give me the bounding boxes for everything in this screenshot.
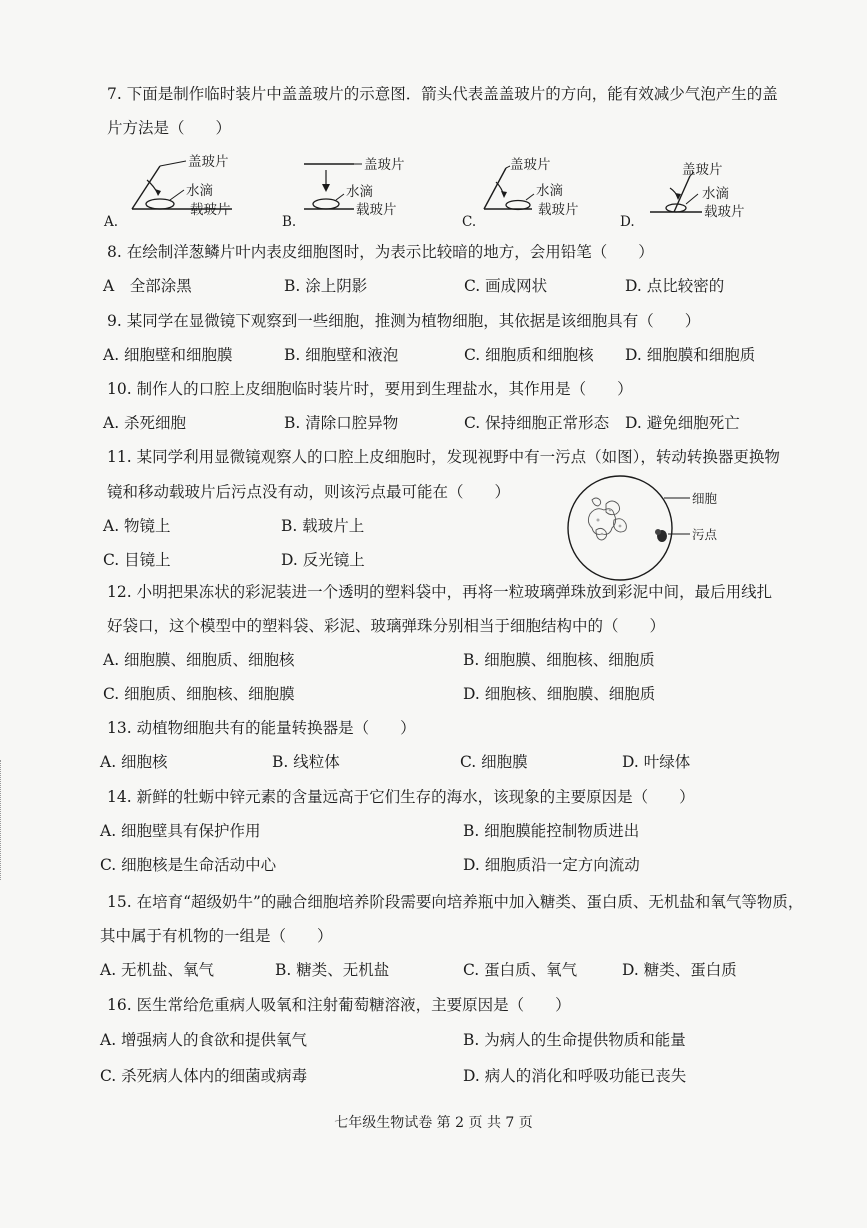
q10-option-a: A. 杀死细胞 [103, 414, 187, 432]
svg-text:C.: C. [462, 214, 477, 230]
q14-option-c: C. 细胞核是生命活动中心 [100, 856, 277, 874]
question-16-stem: 16. 医生常给危重病人吸氧和注射葡萄糖溶液，主要原因是（ ） [107, 996, 571, 1014]
spot-label: 污点 [692, 527, 718, 542]
question-11-stem-line-2: 镜和移动载玻片后污点没有动，则该污点最可能在（ ） [107, 483, 511, 501]
q15-option-b: B. 糖类、无机盐 [275, 961, 390, 979]
q13-option-b: B. 线粒体 [272, 753, 340, 771]
q11-option-d: D. 反光镜上 [281, 551, 365, 569]
q15-option-c: C. 蛋白质、氧气 [463, 961, 578, 979]
q8-option-b: B. 涂上阴影 [284, 277, 368, 295]
q10-option-c: C. 保持细胞正常形态 [464, 414, 610, 432]
question-7-stem-line-1: 7. 下面是制作临时装片中盖盖玻片的示意图．箭头代表盖盖玻片的方向，能有效减少气泡产生的盖 [107, 85, 778, 103]
svg-text:水滴: 水滴 [346, 184, 373, 200]
svg-text:载玻片: 载玻片 [190, 202, 231, 218]
q16-option-d: D. 病人的消化和呼吸功能已丧失 [463, 1067, 687, 1085]
q8-option-c: C. 画成网状 [464, 277, 548, 295]
svg-text:水滴: 水滴 [536, 183, 563, 199]
q7-figure-b [278, 152, 448, 230]
question-9-stem: 9. 某同学在显微镜下观察到一些细胞，推测为植物细胞，其依据是该细胞具有（ ） [107, 312, 701, 330]
svg-text:B.: B. [282, 214, 297, 230]
q9-option-b: B. 细胞壁和液泡 [284, 346, 399, 364]
q16-option-b: B. 为病人的生命提供物质和能量 [463, 1031, 686, 1049]
q7-figure-a [100, 152, 270, 230]
q12-option-c: C. 细胞质、细胞核、细胞膜 [103, 685, 295, 703]
svg-text:盖玻片: 盖玻片 [364, 157, 405, 173]
q12-option-b: B. 细胞膜、细胞核、细胞质 [463, 651, 655, 669]
q12-option-d: D. 细胞核、细胞膜、细胞质 [463, 685, 656, 703]
q10-option-b: B. 清除口腔异物 [284, 414, 399, 432]
question-10-stem: 10. 制作人的口腔上皮细胞临时装片时，要用到生理盐水，其作用是（ ） [107, 380, 633, 398]
q8-option-a: A 全部涂黑 [103, 277, 192, 295]
q16-option-c: C. 杀死病人体内的细菌或病毒 [100, 1067, 308, 1085]
q14-option-b: B. 细胞膜能控制物质进出 [463, 822, 640, 840]
svg-text:载玻片: 载玻片 [538, 202, 579, 218]
q10-option-d: D. 避免细胞死亡 [625, 414, 740, 432]
svg-text:水滴: 水滴 [702, 186, 729, 202]
question-12-stem-line-2: 好袋口，这个模型中的塑料袋、彩泥、玻璃弹珠分别相当于细胞结构中的（ ） [107, 617, 666, 635]
q7-figure-c [458, 152, 628, 230]
svg-text:盖玻片: 盖玻片 [510, 157, 551, 173]
q9-option-d: D. 细胞膜和细胞质 [625, 346, 756, 364]
q13-option-c: C. 细胞膜 [460, 753, 528, 771]
question-12-stem-line-1: 12. 小明把果冻状的彩泥装进一个透明的塑料袋中，再将一粒玻璃弹珠放到彩泥中间，最后用线扎 [107, 583, 773, 601]
q11-option-b: B. 载玻片上 [281, 517, 365, 535]
q8-option-d: D. 点比较密的 [625, 277, 725, 295]
svg-text:水滴: 水滴 [186, 183, 213, 199]
q15-option-d: D. 糖类、蛋白质 [622, 961, 737, 979]
svg-text:盖玻片: 盖玻片 [188, 154, 229, 170]
q12-option-a: A. 细胞膜、细胞质、细胞核 [103, 651, 295, 669]
q9-option-a: A. 细胞壁和细胞膜 [103, 346, 233, 364]
svg-text:载玻片: 载玻片 [356, 202, 397, 218]
svg-text:载玻片: 载玻片 [704, 204, 745, 220]
cell-label: 细胞 [692, 491, 718, 506]
q11-option-c: C. 目镜上 [103, 551, 171, 569]
question-8-stem: 8. 在绘制洋葱鳞片叶内表皮细胞图时，为表示比较暗的地方，会用铅笔（ ） [107, 243, 654, 261]
q7-a-letter: A. [104, 214, 119, 230]
svg-text:盖玻片: 盖玻片 [682, 162, 723, 178]
q13-option-d: D. 叶绿体 [622, 753, 691, 771]
q7-figure-d [620, 158, 790, 236]
page-footer: 七年级生物试卷 第 2 页 共 7 页 [334, 1115, 533, 1131]
q11-option-a: A. 物镜上 [103, 517, 171, 535]
scan-edge-mark [0, 760, 7, 880]
svg-text:D.: D. [620, 214, 635, 230]
q9-option-c: C. 细胞质和细胞核 [464, 346, 594, 364]
q16-option-a: A. 增强病人的食欲和提供氧气 [100, 1031, 308, 1049]
question-15-stem-line-2: 其中属于有机物的一组是（ ） [100, 927, 333, 945]
question-11-stem-line-1: 11. 某同学利用显微镜观察人的口腔上皮细胞时，发现视野中有一污点（如图），转动转换器更换物 [107, 448, 780, 466]
q14-option-a: A. 细胞壁具有保护作用 [100, 822, 261, 840]
question-14-stem: 14. 新鲜的牡蛎中锌元素的含量远高于它们生存的海水，该现象的主要原因是（ ） [107, 788, 695, 806]
question-13-stem: 13. 动植物细胞共有的能量转换器是（ ） [107, 719, 416, 737]
q13-option-a: A. 细胞核 [100, 753, 168, 771]
question-7-stem-line-2: 片方法是（ ） [107, 119, 232, 137]
q15-option-a: A. 无机盐、氧气 [100, 961, 215, 979]
q11-microscope-field-figure [562, 474, 732, 584]
q14-option-d: D. 细胞质沿一定方向流动 [463, 856, 640, 874]
question-15-stem-line-1: 15. 在培育“超级奶牛”的融合细胞培养阶段需要向培养瓶中加入糖类、蛋白质、无机盐和氧气等物质， [107, 893, 804, 911]
